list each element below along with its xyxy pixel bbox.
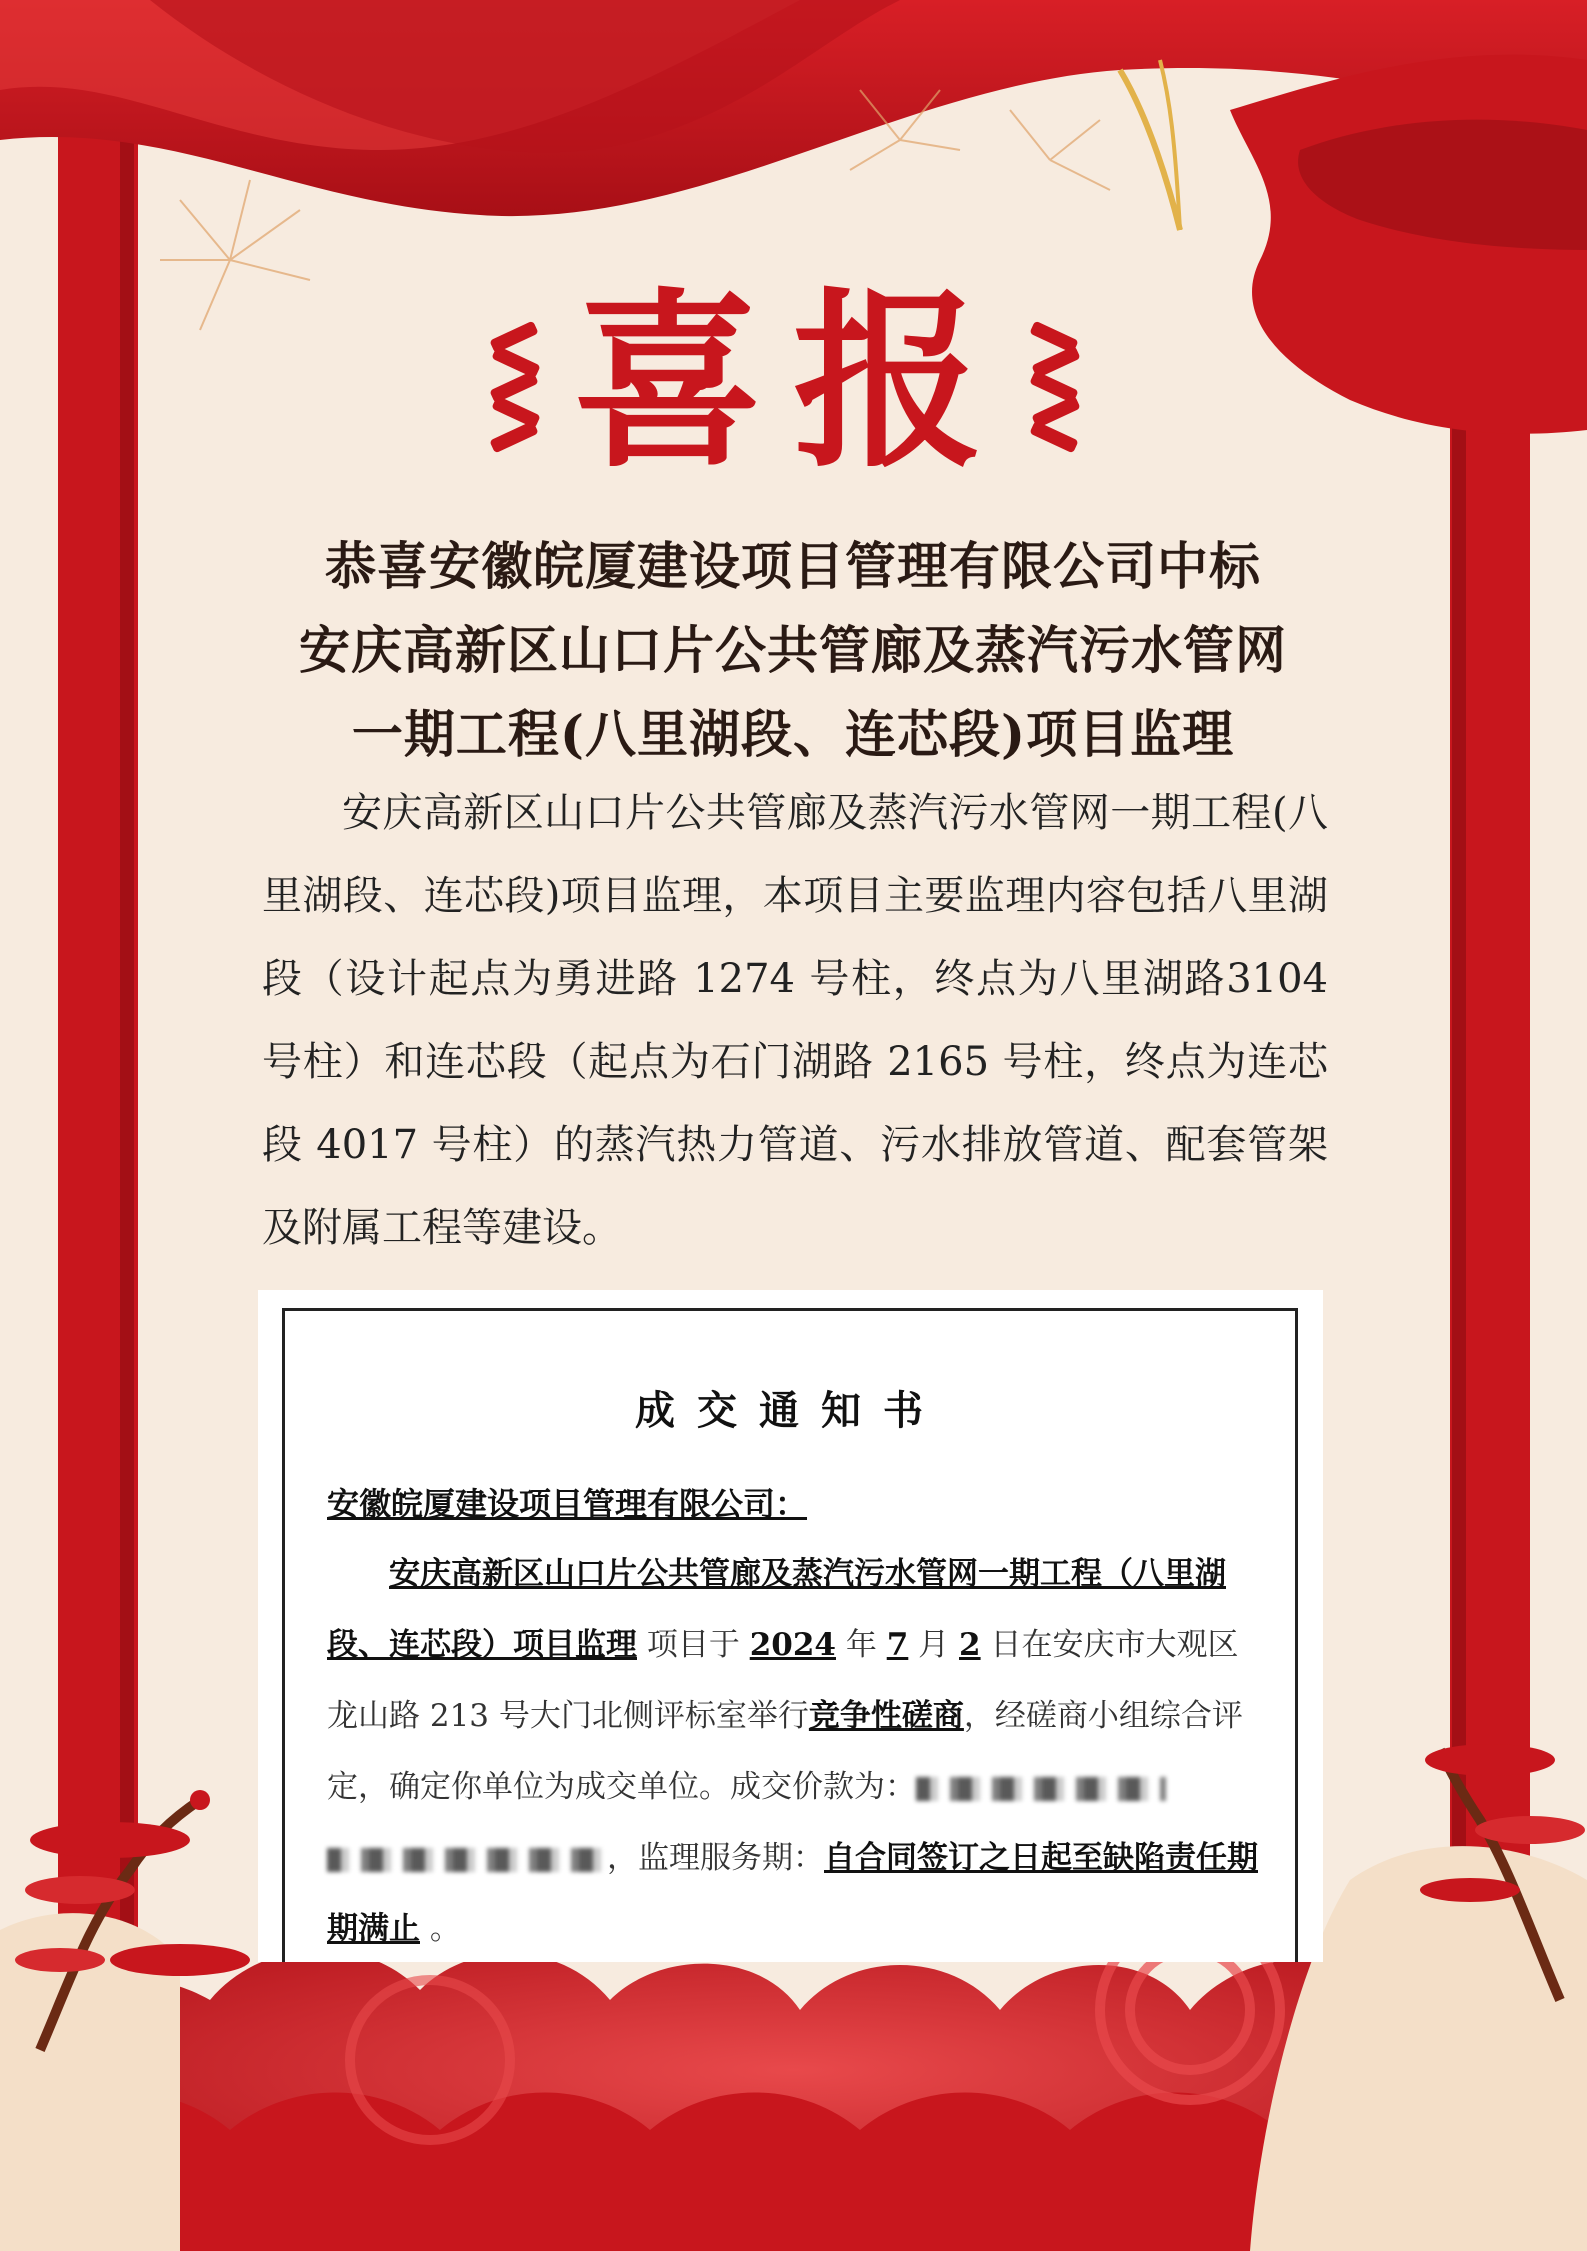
notice-year: 2024 (749, 1627, 836, 1663)
notice-text: 日在安庆市大观区龙山路 213 号大门北侧评标室举行 (327, 1627, 1239, 1734)
award-notice-image (258, 1290, 1323, 1962)
firecracker-right (1029, 321, 1080, 454)
notice-day: 2 (959, 1627, 981, 1663)
headline-line: 一期工程(八里湖段、连芯段)项目监理 (351, 705, 1235, 765)
notice-text: ，监理服务期： (607, 1840, 824, 1876)
headline-line: 恭喜安徽皖厦建设项目管理有限公司中标 (324, 537, 1261, 597)
notice-title: 成交通知书 (635, 1387, 945, 1434)
notice-service-period: 自合同签订之日起至缺陷责任期期满止 (327, 1840, 1258, 1947)
notice-method: 竞争性磋商 (808, 1698, 964, 1734)
notice-frame (282, 1308, 1298, 1962)
headline (150, 525, 1436, 777)
notice-text: ，经磋商小组综合评定，确定你单位为成交单位。成交价款为： (327, 1698, 1243, 1805)
notice-addressee: 安徽皖厦建设项目管理有限公司： (327, 1485, 808, 1523)
firecracker-left (489, 321, 540, 454)
notice-project-name: 安庆高新区山口片公共管廊及蒸汽污水管网一期工程（八里湖段、连芯段）项目监理 (327, 1556, 1226, 1663)
notice-text: 月 (908, 1627, 960, 1663)
notice-month: 7 (886, 1627, 909, 1663)
notice-text: 。 (420, 1911, 461, 1947)
notice-text: 项目于 (637, 1627, 750, 1663)
poster-title: 喜报 (572, 270, 1014, 493)
notice-body (327, 1539, 1267, 1962)
project-description: 安庆高新区山口片公共管廊及蒸汽污水管网一期工程(八里湖段、连芯段)项目监理，本项目主要监理内容包括八里湖段（设计起点为勇进路 1274 号柱，终点为八里湖路3104 号柱）和连芯段（起点为石门湖路 2165 号柱，终点为连芯段 4017 号柱）的蒸汽热力管道、污水排放管道、配套管架及附属工程等建设。 (262, 790, 1328, 1251)
notice-text: 年 (836, 1627, 887, 1663)
redacted-price (327, 1848, 607, 1872)
headline-line: 安庆高新区山口片公共管廊及蒸汽污水管网 (298, 621, 1287, 681)
redacted-price (916, 1777, 1166, 1801)
